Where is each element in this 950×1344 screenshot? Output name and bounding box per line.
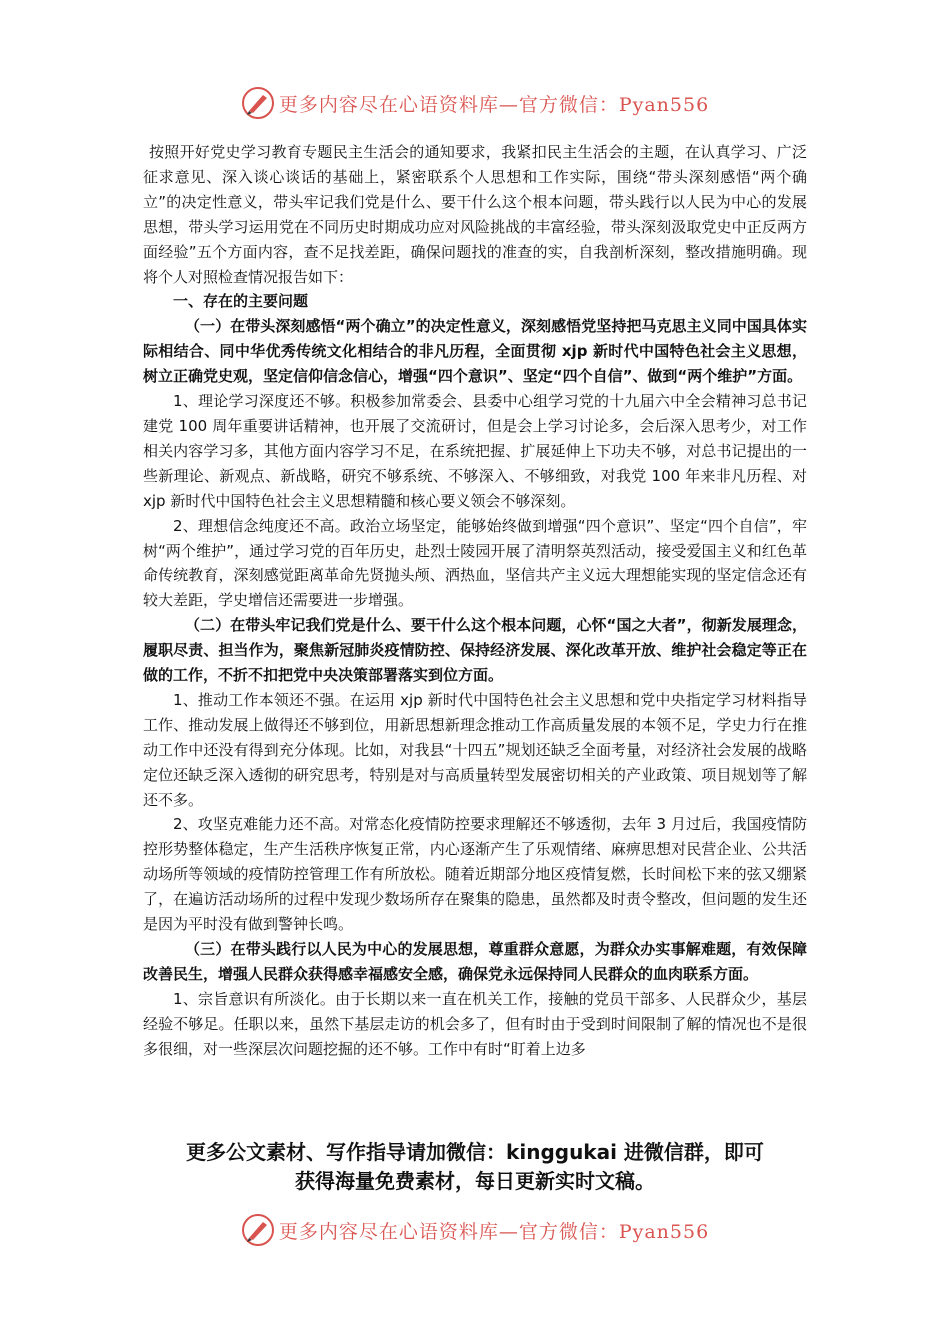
section-heading: 一、存在的主要问题 xyxy=(173,292,309,311)
promo-line-1: 更多公文素材、写作指导请加微信：kinggukai 进微信群，即可 xyxy=(186,1140,764,1164)
subsection-heading-2: （二）在带头牢记我们党是什么、要干什么这个根本问题，心怀“国之大者”，彻新发展理念，履职尽责、担当作为，聚焦新冠肺炎疫情防控、保持经济发展、深化改革开放、维护社会稳定等正在做的工作，不折不扣把党中央决策部署落实到位方面。 xyxy=(143,616,807,685)
pen-logo-icon xyxy=(241,1213,275,1247)
document-body xyxy=(143,140,807,1062)
subsection-heading-1: （一）在带头深刻感悟“两个确立”的决定性意义，深刻感悟党坚持把马克思主义同中国具体实际相结合、同中华优秀传统文化相结合的非凡历程，全面贯彻 xjp 新时代中国特色社会主义思想，树立正确党史观，坚定信仰信念信心，增强“四个意识”、坚定“四个自信”、做到“两个维护”方面。 xyxy=(143,317,807,386)
subsection-heading-3: （三）在带头践行以人民为中心的发展思想，尊重群众意愿，为群众办实事解难题，有效保障改善民生，增强人民群众获得感幸福感安全感，确保党永远保持同人民群众的血肉联系方面。 xyxy=(143,940,807,983)
paragraph-4: 2、攻坚克难能力还不高。对常态化疫情防控要求理解还不够透彻，去年 3 月过后，我国疫情防控形势整体稳定，生产生活秩序恢复正常，内心逐渐产生了乐观情绪、麻痹思想对民营企业、公共活动场所等领域的疫情防控管理工作有所放松。随着近期部分地区疫情复燃，长时间松下来的弦又绷紧了，在遍访活动场所的过程中发现少数场所存在聚集的隐患，虽然都及时责令整改，但问题的发生还是因为平时没有做到警钟长鸣。 xyxy=(143,815,807,934)
promo-line-2: 获得海量免费素材，每日更新实时文稿。 xyxy=(295,1169,655,1193)
promo-banner xyxy=(0,1138,950,1196)
header-banner-top xyxy=(0,83,950,123)
paragraph-5: 1、宗旨意识有所淡化。由于长期以来一直在机关工作，接触的党员干部多、人民群众少，基层经验不够足。任职以来，虽然下基层走访的机会多了，但有时由于受到时间限制了解的情况也不是很多很细，对一些深层次问题挖掘的还不够。工作中有时“盯着上边多 xyxy=(143,989,807,1058)
pen-logo-icon xyxy=(241,86,275,120)
footer-header-text: 更多内容尽在心语资料库—官方微信：Pyan556 xyxy=(278,1220,710,1243)
intro-paragraph: 按照开好党史学习教育专题民主生活会的通知要求，我紧扣民主生活会的主题，在认真学习、广泛征求意见、深入谈心谈话的基础上，紧密联系个人思想和工作实际，围绕“带头深刻感悟“两个确立”的决定性意义，带头牢记我们党是什么、要干什么这个根本问题，带头践行以人民为中心的发展思想，带头学习运用党在不同历史时期成功应对风险挑战的丰富经验，带头深刻汲取党史中正反两方面经验”五个方面内容，查不足找差距，确保问题找的准查的实，自我剖析深刻，整改措施明确。现将个人对照检查情况报告如下： xyxy=(143,143,807,286)
header-banner-bottom xyxy=(0,1210,950,1250)
paragraph-3: 1、推动工作本领还不强。在运用 xjp 新时代中国特色社会主义思想和党中央指定学习材料指导工作、推动发展上做得还不够到位，用新思想新理念推动工作高质量发展的本领不足，学史力行在推动工作中还没有得到充分体现。比如，对我县“十四五”规划还缺乏全面考量，对经济社会发展的战略定位还缺乏深入透彻的研究思考，特别是对与高质量转型发展密切相关的产业政策、项目规划等了解还不多。 xyxy=(143,690,807,809)
header-text: 更多内容尽在心语资料库—官方微信：Pyan556 xyxy=(278,93,710,116)
paragraph-1: 1、理论学习深度还不够。积极参加常委会、县委中心组学习党的十九届六中全会精神习总书记建党 100 周年重要讲话精神，也开展了交流研讨，但是会上学习讨论多，会后深入思考少，对工作相关内容学习多，其他方面内容学习不足，在系统把握、扩展延伸上下功夫不够，对总书记提出的一些新理论、新观点、新战略，研究不够系统、不够深入、不够细致，对我党 100 年来非凡历程、对 xjp 新时代中国特色社会主义思想精髓和核心要义领会不够深刻。 xyxy=(143,392,807,510)
paragraph-2: 2、理想信念纯度还不高。政治立场坚定，能够始终做到增强“四个意识”、坚定“四个自信”，牢树“两个维护”，通过学习党的百年历史，赴烈士陵园开展了清明祭英烈活动，接受爱国主义和红色革命传统教育，深刻感觉距离革命先贤抛头颅、洒热血，坚信共产主义远大理想能实现的坚定信念还有较大差距，学史增信还需要进一步增强。 xyxy=(143,516,807,610)
